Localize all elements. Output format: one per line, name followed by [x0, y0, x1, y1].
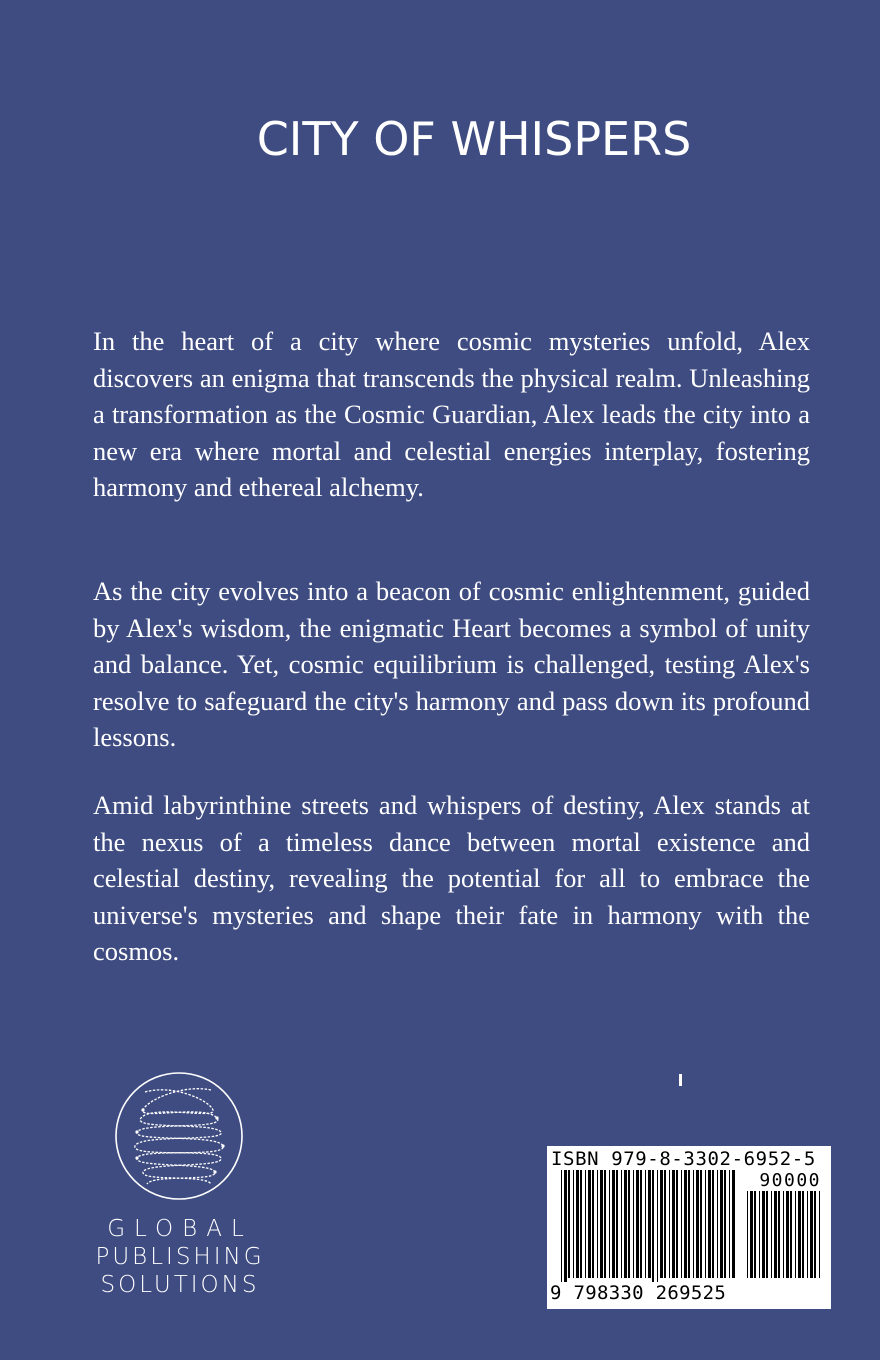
barcode-bar — [628, 1170, 630, 1278]
barcode-bar — [616, 1170, 618, 1278]
publisher-name-line-2: PUBLISHING — [95, 1244, 265, 1270]
barcode-bar — [771, 1191, 772, 1278]
barcode-bar — [762, 1191, 765, 1278]
barcode-bar — [729, 1170, 730, 1278]
barcode-bar — [810, 1191, 813, 1278]
barcode-bar — [790, 1191, 792, 1278]
barcode-bar — [783, 1191, 784, 1278]
barcode-bar — [688, 1170, 690, 1278]
barcode-bar — [669, 1170, 670, 1278]
barcode-bar — [609, 1170, 610, 1278]
isbn-barcode — [547, 1146, 831, 1309]
barcode-bar — [636, 1170, 639, 1278]
barcode-bar — [597, 1170, 598, 1278]
barcode-bar — [750, 1191, 753, 1278]
spine-mark — [679, 1074, 682, 1086]
publisher-logo — [85, 1070, 275, 1310]
publisher-name-line-1: GLOBAL — [107, 1216, 253, 1242]
barcode-bar — [580, 1170, 582, 1278]
barcode-bar — [696, 1170, 699, 1278]
barcode-bar — [624, 1170, 627, 1278]
barcode-bar — [766, 1191, 768, 1278]
barcode-bar — [652, 1170, 654, 1286]
barcode-bar — [568, 1170, 570, 1278]
barcode-bar — [759, 1191, 760, 1278]
barcode-bar — [645, 1170, 646, 1278]
barcode-bar — [778, 1191, 780, 1278]
barcode-bar — [600, 1170, 603, 1278]
barcode-bar — [705, 1170, 706, 1278]
barcode-bar — [633, 1170, 634, 1278]
barcode-bar — [561, 1170, 562, 1286]
barcode-bar — [576, 1170, 579, 1278]
barcode-bar — [724, 1170, 726, 1278]
barcode-bar — [786, 1191, 789, 1278]
barcode-bar — [712, 1170, 714, 1278]
barcode-bar — [802, 1191, 804, 1278]
barcode-bar — [585, 1170, 586, 1278]
barcode-bar — [648, 1170, 651, 1278]
barcode-bar — [564, 1170, 567, 1286]
barcode-bar — [819, 1191, 820, 1278]
barcode-bar — [684, 1170, 687, 1278]
barcode-bar — [640, 1170, 642, 1278]
barcode-bar — [700, 1170, 702, 1278]
barcode-bar — [774, 1191, 777, 1278]
barcode-bar — [676, 1170, 678, 1278]
barcode-addon-bars — [747, 1191, 823, 1286]
barcode-bar — [592, 1170, 594, 1278]
barcode-digits: 9 798330 269525 — [550, 1282, 727, 1304]
barcode-bar — [573, 1170, 574, 1278]
blurb-paragraph-1: In the heart of a city where cosmic mysteries unfold, Alex discovers an enigma that transcends the physical realm. Unleashing a transformation as the Cosmic Guardian, Alex leads the city into a new era where mortal and celestial energies interplay, fostering harmony and ethereal alchemy. — [93, 326, 810, 502]
blurb-paragraph-3: Amid labyrinthine streets and whispers of destiny, Alex stands at the nexus of a timeless dance between mortal existence and celestial destiny, revealing the potential for all to embrace the universe's mysteries and shape their fate in harmony with the cosmos. — [93, 790, 810, 966]
globe-loops-logo-icon — [113, 1070, 245, 1202]
barcode-bars — [561, 1170, 737, 1286]
barcode-bar — [708, 1170, 711, 1278]
barcode-bar — [807, 1191, 808, 1278]
publisher-name-line-3: SOLUTIONS — [100, 1272, 260, 1298]
barcode-bar — [717, 1170, 718, 1278]
barcode-bar — [657, 1170, 658, 1286]
barcode-bar — [672, 1170, 675, 1278]
barcode-bar — [795, 1191, 796, 1278]
barcode-bar — [612, 1170, 615, 1278]
barcode-bar — [798, 1191, 801, 1278]
isbn-label: ISBN 979-8-3302-6952-5 — [551, 1148, 816, 1170]
barcode-bar — [814, 1191, 816, 1278]
barcode-bar — [664, 1170, 666, 1278]
barcode-bar — [720, 1170, 723, 1278]
barcode-bar — [693, 1170, 694, 1278]
barcode-bar — [732, 1170, 735, 1278]
price-code: 90000 — [759, 1170, 821, 1191]
barcode-bar — [754, 1191, 756, 1278]
barcode-bar — [604, 1170, 606, 1278]
book-title: CITY OF WHISPERS — [256, 112, 692, 166]
barcode-bar — [681, 1170, 682, 1278]
barcode-bar — [660, 1170, 663, 1278]
barcode-bar — [747, 1191, 748, 1278]
barcode-bar — [621, 1170, 622, 1278]
barcode-bar — [588, 1170, 591, 1278]
blurb-paragraph-2: As the city evolves into a beacon of cosmic enlightenment, guided by Alex's wisdom, the enigmatic Heart becomes a symbol of unity and balance. Yet, cosmic equilibrium is challenged, testing Alex's resolve to safeguard the city's harmony and pass down its profound lessons. — [93, 576, 810, 752]
